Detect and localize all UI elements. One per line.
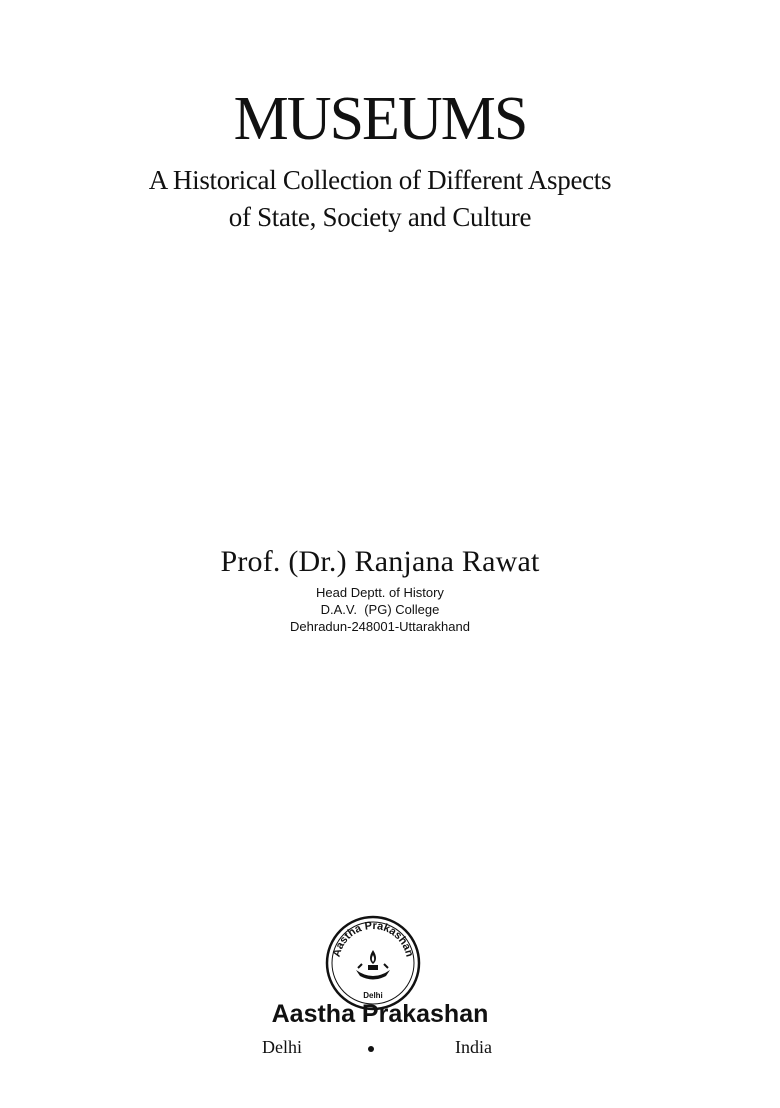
- book-subtitle: [0, 162, 760, 236]
- publisher-name: Aastha Prakashan: [271, 1000, 489, 1028]
- svg-text:Aastha Prakashan: Aastha Prakashan: [330, 919, 416, 959]
- publisher-country: India: [455, 1037, 492, 1057]
- separator-dot: [368, 1046, 374, 1052]
- subtitle-line-2: of State, Society and Culture: [228, 202, 532, 232]
- author-affiliation: [0, 584, 760, 635]
- svg-text:Delhi: Delhi: [363, 991, 383, 1000]
- affiliation-line-3: Dehradun-248001-Uttarakhand: [290, 619, 470, 634]
- publisher-city: Delhi: [262, 1037, 302, 1057]
- book-title: MUSEUMS: [233, 85, 527, 153]
- author-name: Prof. (Dr.) Ranjana Rawat: [220, 545, 540, 578]
- subtitle-line-1: A Historical Collection of Different Aspects: [148, 165, 612, 195]
- affiliation-line-2: D.A.V. (PG) College: [320, 602, 440, 617]
- affiliation-line-1: Head Deptt. of History: [316, 585, 444, 600]
